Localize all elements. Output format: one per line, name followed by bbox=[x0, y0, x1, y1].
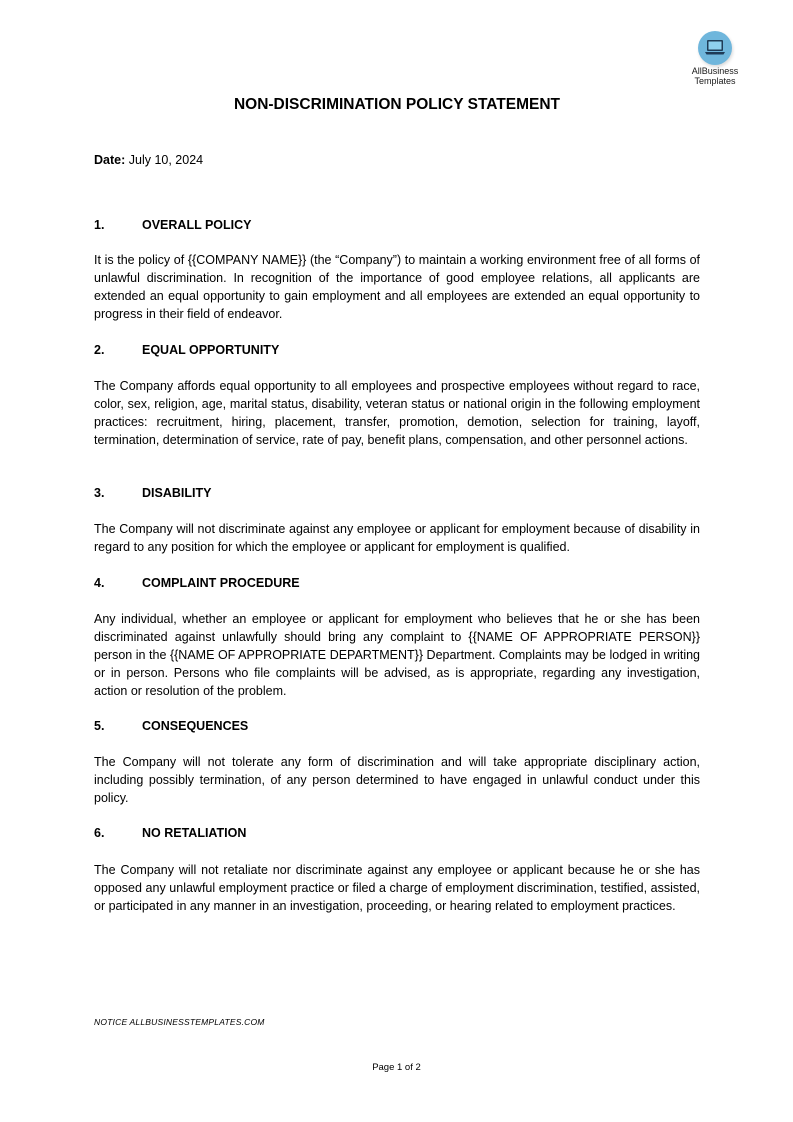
section-number: 3. bbox=[94, 486, 105, 500]
section-body-disability: The Company will not discriminate against any employee or applicant for employment because of disability in regard to any position for which the employee or applicant for employment is qualified. bbox=[94, 522, 700, 554]
laptop-icon bbox=[704, 39, 726, 57]
section-heading-overall-policy bbox=[94, 218, 252, 232]
section-heading-disability bbox=[94, 486, 211, 500]
section-body-no-retaliation: The Company will not retaliate nor discriminate against any employee or applicant because he or she has opposed any unlawful employment practice or filed a charge of employment discrimination, testified, assisted, or participated in any manner in an investigation, proceeding, or hearing related to employment practices. bbox=[94, 863, 700, 913]
section-body-complaint-procedure: Any individual, whether an employee or applicant for employment who believes that he or she has been discriminated against unlawfully should bring any complaint to {{NAME OF APPROPRIATE PERSON}} person in the {{NAME OF APPROPRIATE DEPARTMENT}} Department. Complaints may be lodged in writing or in person. Persons who file complaints will be advised, as is appropriate, regarding any investigation, action or resolution of the problem. bbox=[94, 612, 700, 698]
section-title: NO RETALIATION bbox=[142, 826, 247, 840]
date-label: Date: bbox=[94, 153, 126, 167]
section-title: OVERALL POLICY bbox=[142, 218, 252, 232]
logo-badge bbox=[698, 31, 732, 65]
section-heading-equal-opportunity bbox=[94, 343, 279, 357]
section-heading-no-retaliation bbox=[94, 826, 246, 840]
section-number: 4. bbox=[94, 576, 105, 590]
section-title: DISABILITY bbox=[142, 486, 212, 500]
section-body-equal-opportunity: The Company affords equal opportunity to all employees and prospective employees without regard to race, color, sex, religion, age, marital status, disability, veteran status or national origin in the following employment practices: recruitment, hiring, placement, transfer, promotion, demotion, selection for training, layoff, termination, determination of service, rate of pay, benefit plans, compensation, and other personnel actions. bbox=[94, 379, 700, 447]
document-title: NON-DISCRIMINATION POLICY STATEMENT bbox=[233, 96, 561, 113]
section-heading-consequences bbox=[94, 719, 248, 733]
logo-line-1: AllBusiness bbox=[691, 66, 739, 76]
page-number: Page 1 of 2 bbox=[372, 1062, 421, 1073]
section-heading-complaint-procedure bbox=[94, 576, 300, 590]
date-line bbox=[94, 153, 203, 167]
section-number: 5. bbox=[94, 719, 105, 733]
logo-line-2: Templates bbox=[694, 75, 736, 86]
section-title: EQUAL OPPORTUNITY bbox=[142, 343, 280, 357]
logo-text bbox=[683, 67, 747, 86]
allbusiness-templates-logo bbox=[683, 31, 747, 86]
date-value: July 10, 2024 bbox=[125, 153, 204, 167]
section-number: 2. bbox=[94, 343, 105, 357]
section-number: 6. bbox=[94, 826, 105, 840]
section-title: CONSEQUENCES bbox=[142, 719, 249, 733]
footer-notice: NOTICE ALLBUSINESSTEMPLATES.COM bbox=[94, 1017, 265, 1027]
section-body-overall-policy: It is the policy of {{COMPANY NAME}} (the “Company”) to maintain a working environment free of all forms of unlawful discrimination. In recognition of the importance of good employee relations, all applicants are extended an equal opportunity to gain employment and all employees are extended an equal opportunity to progress in their field of endeavor. bbox=[94, 253, 700, 321]
section-number: 1. bbox=[94, 218, 105, 232]
section-title: COMPLAINT PROCEDURE bbox=[142, 576, 300, 590]
section-body-consequences: The Company will not tolerate any form of discrimination and will take appropriate disciplinary action, including possibly termination, of any person determined to have engaged in unlawful conduct under this policy. bbox=[94, 755, 700, 805]
